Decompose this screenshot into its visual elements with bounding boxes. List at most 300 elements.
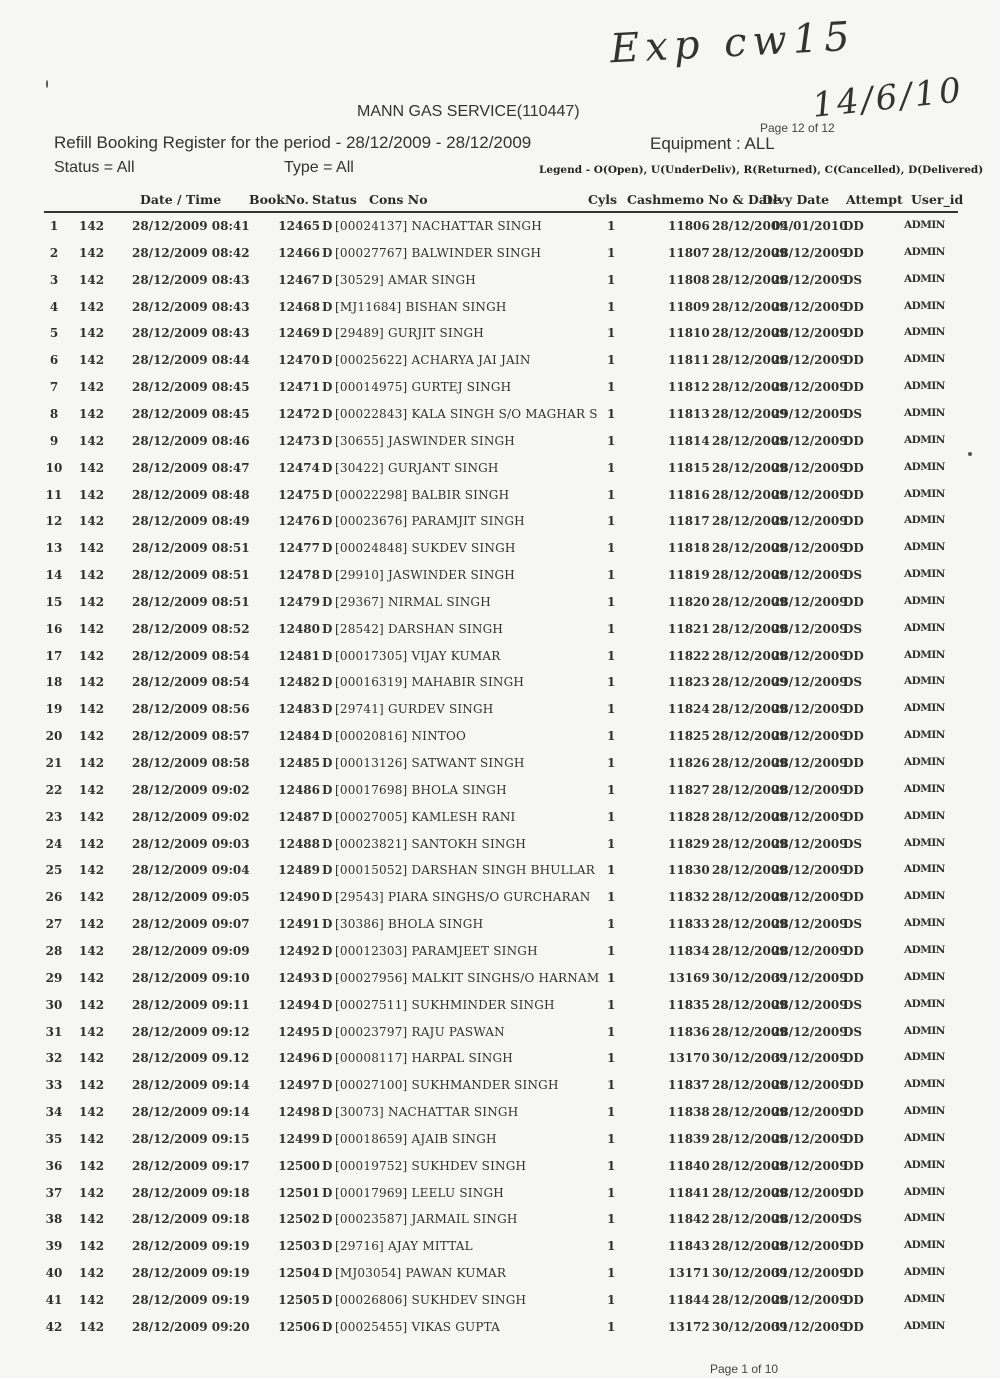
row-user-id: ADMIN [904,594,945,607]
row-book-no: 12472 [278,406,320,421]
row-attempt: DS [843,272,863,287]
row-consumer: [00027767] BALWINDER SINGH [335,245,542,260]
row-cashmemo-date: 28/12/2009 [712,1158,788,1173]
row-cashmemo-no: 11825 [668,729,710,744]
row-serial: 33 [45,1078,63,1093]
row-datetime: 28/12/2009 09:18 [132,1212,250,1227]
row-type: 142 [79,1158,105,1173]
row-datetime: 28/12/2009 09:15 [132,1131,250,1146]
row-type: 142 [79,1293,105,1307]
row-cashmemo-no: 11807 [668,245,710,260]
row-attempt: DD [843,433,864,448]
row-user-id: ADMIN [904,1078,945,1091]
row-user-id: ADMIN [904,1105,945,1118]
row-book-no: 12478 [278,568,320,583]
table-row [0,675,1000,702]
row-delivery-date: 28/12/2009 [772,299,848,314]
row-user-id: ADMIN [904,1293,945,1305]
scan-speck [968,452,972,456]
row-attempt: DD [843,326,864,341]
row-delivery-date: 28/12/2009 [772,1105,848,1120]
row-status: D [322,702,333,717]
handwritten-reference-note: Exp cw15 [608,13,857,73]
row-delivery-date: 28/12/2009 [772,917,848,932]
table-row [0,810,1000,837]
table-row [0,729,1000,756]
row-type: 142 [79,970,105,985]
row-cashmemo-date: 28/12/2009 [712,272,788,287]
row-book-no: 12486 [278,782,320,797]
row-cashmemo-date: 30/12/2009 [712,970,788,985]
row-type: 142 [79,245,105,260]
row-status: D [322,836,333,851]
row-consumer: [00024848] SUKDEV SINGH [335,541,516,556]
row-cylinders: 1 [607,1051,616,1066]
row-cashmemo-date: 28/12/2009 [712,380,788,395]
table-row [0,917,1000,944]
row-attempt: DD [843,1266,864,1281]
row-delivery-date: 28/12/2009 [772,460,848,475]
row-consumer: [00023587] JARMAIL SINGH [335,1212,518,1227]
row-attempt: DD [843,1319,864,1334]
row-user-id: ADMIN [904,1051,945,1064]
row-cylinders: 1 [607,1024,616,1039]
row-cylinders: 1 [607,863,616,878]
row-user-id: ADMIN [904,917,945,930]
row-cylinders: 1 [607,1293,616,1307]
row-user-id: ADMIN [904,621,945,634]
row-book-no: 12503 [278,1239,320,1254]
row-datetime: 28/12/2009 09:03 [132,836,250,851]
row-cashmemo-no: 11840 [668,1158,710,1173]
row-cashmemo-no: 11842 [668,1212,710,1227]
table-row [0,1266,1000,1293]
row-cylinders: 1 [607,326,616,341]
row-cashmemo-date: 28/12/2009 [712,219,788,233]
row-cashmemo-date: 28/12/2009 [712,594,788,609]
row-serial: 24 [45,836,63,851]
row-delivery-date: 28/12/2009 [772,568,848,583]
row-datetime: 28/12/2009 08:48 [132,487,250,502]
row-consumer: [00025455] VIKAS GUPTA [335,1319,501,1334]
row-type: 142 [79,729,105,744]
column-header-dlvy-date: Dlvy Date [762,192,830,207]
row-book-no: 12475 [278,487,320,502]
row-book-no: 12482 [278,675,320,690]
row-attempt: DD [843,380,864,395]
row-consumer: [29741] GURDEV SINGH [335,702,494,717]
table-row [0,1078,1000,1105]
row-serial: 21 [45,756,63,770]
row-cashmemo-date: 28/12/2009 [712,487,788,502]
row-type: 142 [79,1105,105,1120]
row-cylinders: 1 [607,756,616,770]
row-book-no: 12470 [278,353,320,368]
row-attempt: DD [843,299,864,314]
row-delivery-date: 28/12/2009 [772,621,848,636]
row-status: D [322,943,333,958]
table-row [0,407,1000,434]
row-type: 142 [79,487,105,502]
row-serial: 35 [45,1131,63,1146]
row-cashmemo-date: 28/12/2009 [712,406,788,421]
row-consumer: [30386] BHOLA SINGH [335,917,484,932]
row-serial: 10 [45,460,63,475]
row-delivery-date: 28/12/2009 [772,433,848,448]
row-cashmemo-no: 11815 [668,460,710,475]
row-book-no: 12480 [278,621,320,636]
row-consumer: [00020816] NINTOO [335,729,467,744]
row-cashmemo-no: 11837 [668,1078,710,1093]
row-delivery-date: 28/12/2009 [772,702,848,717]
row-delivery-date: 31/12/2009 [772,1266,848,1281]
row-cashmemo-no: 11814 [668,433,710,448]
row-status: D [322,433,333,448]
row-type: 142 [79,433,105,448]
row-serial: 17 [45,648,63,663]
row-attempt: DS [843,997,863,1012]
row-cashmemo-date: 28/12/2009 [712,1239,788,1254]
row-cashmemo-date: 28/12/2009 [712,1185,788,1200]
row-status: D [322,541,333,556]
row-consumer: [29489] GURJIT SINGH [335,326,484,341]
row-book-no: 12491 [278,917,320,932]
row-attempt: DD [843,648,864,663]
row-user-id: ADMIN [904,702,945,715]
row-book-no: 12467 [278,272,320,287]
row-consumer: [00017305] VIJAY KUMAR [335,648,501,663]
row-consumer: [29367] NIRMAL SINGH [335,594,491,609]
row-cylinders: 1 [607,729,616,744]
row-consumer: [29543] PIARA SINGHS/O GURCHARAN [335,890,591,905]
row-cylinders: 1 [607,1266,616,1281]
row-cashmemo-date: 28/12/2009 [712,353,788,368]
row-cylinders: 1 [607,487,616,502]
row-cashmemo-no: 11808 [668,272,710,287]
row-status: D [322,487,333,502]
row-cylinders: 1 [607,460,616,475]
row-serial: 29 [45,970,63,985]
row-book-no: 12484 [278,729,320,744]
row-cashmemo-no: 11838 [668,1105,710,1120]
row-book-no: 12506 [278,1319,320,1334]
row-attempt: DD [843,541,864,556]
row-user-id: ADMIN [904,1239,945,1252]
row-user-id: ADMIN [904,541,945,554]
row-user-id: ADMIN [904,997,945,1010]
row-book-no: 12465 [278,219,320,233]
row-serial: 20 [45,729,63,744]
row-datetime: 28/12/2009 09:02 [132,782,250,797]
table-row [0,595,1000,622]
row-cylinders: 1 [607,514,616,529]
row-book-no: 12485 [278,756,320,770]
table-row [0,1320,1000,1347]
row-attempt: DD [843,1185,864,1200]
row-book-no: 12488 [278,836,320,851]
row-cylinders: 1 [607,568,616,583]
row-cashmemo-date: 28/12/2009 [712,648,788,663]
row-user-id: ADMIN [904,729,945,742]
table-row [0,998,1000,1025]
row-consumer: [29910] JASWINDER SINGH [335,568,515,583]
table-row [0,783,1000,810]
row-book-no: 12493 [278,970,320,985]
row-user-id: ADMIN [904,809,945,822]
column-header-book-no: BookNo. [249,192,309,207]
row-cylinders: 1 [607,809,616,824]
row-type: 142 [79,299,105,314]
row-book-no: 12489 [278,863,320,878]
row-attempt: DD [843,863,864,878]
status-filter: Status = All [54,159,135,176]
row-book-no: 12490 [278,890,320,905]
row-cashmemo-no: 11827 [668,782,710,797]
table-row [0,273,1000,300]
row-user-id: ADMIN [904,380,945,393]
row-type: 142 [79,568,105,583]
row-attempt: DD [843,487,864,502]
row-cylinders: 1 [607,782,616,797]
row-serial: 42 [45,1319,63,1334]
row-user-id: ADMIN [904,1319,945,1332]
row-cashmemo-date: 28/12/2009 [712,514,788,529]
row-cylinders: 1 [607,299,616,314]
row-attempt: DD [843,594,864,609]
row-serial: 2 [49,245,59,260]
row-cashmemo-no: 11820 [668,594,710,609]
row-datetime: 28/12/2009 08:47 [132,460,250,475]
row-serial: 4 [49,299,59,314]
row-status: D [322,1158,333,1173]
row-attempt: DS [843,836,863,851]
row-cashmemo-date: 28/12/2009 [712,702,788,717]
row-status: D [322,809,333,824]
row-datetime: 28/12/2009 08:44 [132,353,250,368]
table-row [0,1186,1000,1213]
row-status: D [322,648,333,663]
row-serial: 12 [45,514,63,529]
row-datetime: 28/12/2009 08:42 [132,245,250,260]
row-attempt: DD [843,219,864,233]
row-delivery-date: 28/12/2009 [772,836,848,851]
row-status: D [322,782,333,797]
row-type: 142 [79,809,105,824]
row-user-id: ADMIN [904,514,945,527]
row-datetime: 28/12/2009 09:10 [132,970,250,985]
row-status: D [322,406,333,421]
row-book-no: 12487 [278,809,320,824]
row-cashmemo-date: 30/12/2009 [712,1319,788,1334]
row-cashmemo-date: 28/12/2009 [712,675,788,690]
table-row [0,1132,1000,1159]
row-consumer: [00027005] KAMLESH RANI [335,809,516,824]
row-user-id: ADMIN [904,836,945,849]
row-cylinders: 1 [607,433,616,448]
row-consumer: [00014975] GURTEJ SINGH [335,380,512,395]
row-attempt: DD [843,809,864,824]
table-row [0,326,1000,353]
column-header-date-time: Date / Time [140,192,222,207]
row-user-id: ADMIN [904,756,945,768]
row-serial: 3 [49,272,59,287]
row-user-id: ADMIN [904,353,945,366]
table-row [0,1212,1000,1239]
row-status: D [322,380,333,395]
row-cashmemo-no: 11826 [668,756,710,770]
row-consumer: [00025622] ACHARYA JAI JAIN [335,353,531,368]
row-delivery-date: 29/12/2009 [772,675,848,690]
row-cashmemo-no: 11806 [668,219,710,233]
row-status: D [322,1105,333,1120]
row-status: D [322,863,333,878]
row-cashmemo-date: 28/12/2009 [712,836,788,851]
row-cylinders: 1 [607,621,616,636]
row-cashmemo-no: 11809 [668,299,710,314]
row-datetime: 28/12/2009 08:54 [132,675,250,690]
row-cashmemo-date: 28/12/2009 [712,1212,788,1227]
row-cashmemo-date: 28/12/2009 [712,621,788,636]
row-consumer: [00027956] MALKIT SINGHS/O HARNAM [335,970,600,985]
row-status: D [322,621,333,636]
row-serial: 36 [45,1158,63,1173]
row-type: 142 [79,353,105,368]
row-status: D [322,970,333,985]
row-user-id: ADMIN [904,460,945,473]
row-cashmemo-date: 30/12/2009 [712,1266,788,1281]
row-user-id: ADMIN [904,299,945,312]
row-cashmemo-date: 28/12/2009 [712,890,788,905]
row-cashmemo-no: 11824 [668,702,710,717]
row-user-id: ADMIN [904,326,945,339]
row-status: D [322,917,333,932]
row-cashmemo-date: 28/12/2009 [712,997,788,1012]
row-cylinders: 1 [607,970,616,985]
table-row [0,890,1000,917]
row-status: D [322,1293,333,1307]
row-user-id: ADMIN [904,1212,945,1225]
row-cashmemo-no: 11821 [668,621,710,636]
row-datetime: 28/12/2009 08:45 [132,406,250,421]
row-book-no: 12500 [278,1158,320,1173]
row-status: D [322,594,333,609]
row-serial: 27 [45,917,63,932]
row-cashmemo-no: 11810 [668,326,710,341]
row-type: 142 [79,943,105,958]
row-datetime: 28/12/2009 09:17 [132,1158,250,1173]
row-delivery-date: 28/12/2009 [772,1078,848,1093]
row-consumer: [30655] JASWINDER SINGH [335,433,515,448]
row-book-no: 12501 [278,1185,320,1200]
row-cashmemo-no: 11812 [668,380,710,395]
row-cylinders: 1 [607,272,616,287]
row-type: 142 [79,782,105,797]
table-row [0,541,1000,568]
row-serial: 5 [49,326,59,341]
row-consumer: [30529] AMAR SINGH [335,272,476,287]
table-row [0,219,1000,246]
row-attempt: DD [843,970,864,985]
page-number-footer: Page 1 of 10 [710,1362,779,1376]
row-serial: 1 [49,219,59,233]
row-serial: 15 [45,594,63,609]
row-cylinders: 1 [607,1105,616,1120]
row-cashmemo-date: 28/12/2009 [712,460,788,475]
company-name: MANN GAS SERVICE(110447) [357,103,580,120]
row-delivery-date: 28/12/2009 [772,1212,848,1227]
row-attempt: DS [843,917,863,932]
row-type: 142 [79,1212,105,1227]
table-row [0,488,1000,515]
row-consumer: [00023797] RAJU PASWAN [335,1024,505,1039]
table-row [0,837,1000,864]
row-datetime: 28/12/2009 08:57 [132,729,250,744]
row-type: 142 [79,1266,105,1281]
row-cashmemo-date: 28/12/2009 [712,943,788,958]
row-cylinders: 1 [607,594,616,609]
row-user-id: ADMIN [904,1266,945,1279]
row-delivery-date: 28/12/2009 [772,380,848,395]
row-cashmemo-date: 28/12/2009 [712,1105,788,1120]
row-delivery-date: 28/12/2009 [772,809,848,824]
row-cylinders: 1 [607,219,616,233]
row-serial: 41 [45,1293,63,1307]
row-serial: 22 [45,782,63,797]
table-row [0,461,1000,488]
row-status: D [322,353,333,368]
table-row [0,353,1000,380]
row-consumer: [00024137] NACHATTAR SINGH [335,219,542,233]
row-attempt: DS [843,1024,863,1039]
row-consumer: [00015052] DARSHAN SINGH BHULLAR [335,863,596,878]
row-cylinders: 1 [607,1239,616,1254]
row-serial: 28 [45,943,63,958]
row-book-no: 12504 [278,1266,320,1281]
row-datetime: 28/12/2009 09:14 [132,1078,250,1093]
row-cashmemo-date: 28/12/2009 [712,433,788,448]
row-serial: 23 [45,809,63,824]
table-row [0,568,1000,595]
row-user-id: ADMIN [904,219,945,231]
row-consumer: [30422] GURJANT SINGH [335,460,499,475]
row-datetime: 28/12/2009 09:09 [132,943,250,958]
row-user-id: ADMIN [904,406,945,419]
row-status: D [322,1212,333,1227]
table-row [0,1025,1000,1052]
row-datetime: 28/12/2009 09:05 [132,890,250,905]
row-attempt: DD [843,460,864,475]
row-book-no: 12474 [278,460,320,475]
row-cylinders: 1 [607,1131,616,1146]
row-cashmemo-date: 28/12/2009 [712,1078,788,1093]
row-datetime: 28/12/2009 08:45 [132,380,250,395]
row-datetime: 28/12/2009 08:43 [132,326,250,341]
row-delivery-date: 28/12/2009 [772,890,848,905]
row-delivery-date: 28/12/2009 [772,997,848,1012]
row-datetime: 28/12/2009 09:11 [132,997,250,1012]
row-user-id: ADMIN [904,433,945,446]
row-cashmemo-date: 28/12/2009 [712,1024,788,1039]
row-cashmemo-date: 28/12/2009 [712,729,788,744]
row-cylinders: 1 [607,1212,616,1227]
row-status: D [322,1239,333,1254]
row-book-no: 12496 [278,1051,320,1066]
row-attempt: DS [843,406,863,421]
row-cashmemo-date: 28/12/2009 [712,756,788,770]
row-serial: 39 [45,1239,63,1254]
row-delivery-date: 28/12/2009 [772,594,848,609]
row-cashmemo-no: 13170 [668,1051,710,1066]
